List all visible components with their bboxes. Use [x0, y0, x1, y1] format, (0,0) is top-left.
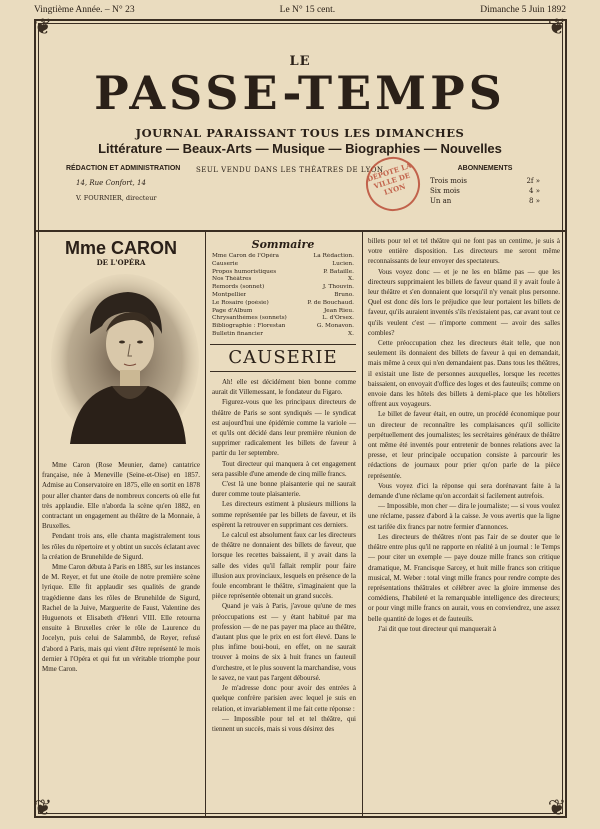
- corner-ornament-icon: ❦: [547, 796, 567, 821]
- masthead-divider: [34, 230, 567, 232]
- third-column: [368, 236, 560, 634]
- column-divider: [205, 232, 206, 818]
- causerie-title: CAUSERIE: [210, 344, 356, 372]
- masthead-top-line: [34, 5, 566, 17]
- causerie-paragraph: Tout directeur qui manquera à cet engagement sera passible d'une amende de cinq mille francs.: [212, 459, 356, 478]
- column-paragraph: Le billet de faveur était, en outre, un procédé économique pour un directeur de reconnaître les complaisances qu'il sollicite perpétuellement des journalistes; les secrétaires généraux de théâtre ont même été inventés pour entretenir de bonnes relations avec la presse, et leur principale occupation consiste à parcourir les rédactions de journaux pour prier qu'on parle de la pièce représentée.: [368, 410, 560, 480]
- subscription-label: Trois mois: [430, 177, 467, 185]
- column-paragraph: Vous voyez d'ici la réponse qui sera dorénavant faite à la demande d'une réclame qu'on accordait si facilement autrefois.: [368, 481, 560, 501]
- rubrics-line: Littérature — Beaux-Arts — Musique — Biographies — Nouvelles: [98, 141, 502, 156]
- subscription-price: 4 »: [529, 187, 540, 195]
- sommaire-row: Nos Théâtres X.: [212, 276, 354, 283]
- sommaire-row: Montpellier Bruno.: [212, 291, 354, 298]
- causerie-paragraph: Le calcul est absolument faux car les directeurs de théâtre ne donnaient des billets de faveur, que lorsque les recettes baissaient, il y avait dans la salle des vides qu'il fallait remplir pour faire illusion aux provinciaux, lesquels en présence de la foule encombrant le théâtre, s'imaginaient que la pièce représentée obtenait un grand succès.: [212, 531, 356, 601]
- column-paragraph: Vous voyez donc — et je ne les en blâme pas — que les directeurs supprimaient les billets de faveur quand il y avait foule à leur théâtre et s'en donnaient que lorsqu'il n'y venait plus personne. Quel est donc dès lors le préjudice que leur portaient les billets de faveur, qu'ils auraient inventés s'ils n'existaient pas, car avant tout ce qu'ils veulent c'est — n'importe comment — avoir des salles combles?: [368, 267, 560, 337]
- sommaire-row: Remords (sonnet) J. Thouvin.: [212, 284, 354, 291]
- portrait-name: Mme CARON: [64, 238, 177, 258]
- subscription-price: 2f »: [526, 177, 540, 185]
- bio-paragraph: Mme Caron débuta à Paris en 1885, sur les instances de M. Reyer, et fut une étoile de notre première scène lyrique. Elle fit applaudir ses qualités de grande tragédienne dans les rôles de Brunehilde de Sigurd, Rachel de la Juive, Marguerite de Faust, Valentine des Huguenots et Elisabeth d'Henri VIII. Elle retourna ensuite à Bruxelles créer le rôle de Laurence du Jocelyn, puis celui de Salammbô, de Reyer, refusé d'abord à Paris, mais qui vient d'être représenté le mois dernier à l'Opéra et qui fut un véritable triomphe pour Mme Caron.: [42, 563, 200, 674]
- sommaire-row: Bibliographie : Florestan G. Monavon.: [212, 323, 354, 330]
- newspaper-title: PASSE-TEMPS: [94, 66, 506, 120]
- bio-paragraph: Pendant trois ans, elle chanta magistralement tous les rôles du répertoire et y obtint un succès éclatant avec la création de Brunehilde de Sigurd.: [42, 532, 200, 561]
- subscription-label: Un an: [430, 197, 452, 205]
- causerie-paragraph: Je m'adresse donc pour avoir des entrées à quelque confrère parisien avec lequel je suis en relation, et invariablement il me fait cette réponse :: [212, 684, 356, 713]
- causerie-paragraph: Figurez-vous que les principaux directeurs de théâtre de Paris se sont syndiqués — le syndicat est aujourd'hui une épidémie comme la variole — et qu'ils ont décidé dans leur première réunion de supprimer radicalement les billets de faveur à partir du 1er septembre.: [212, 398, 356, 458]
- subscription-row: [430, 197, 540, 205]
- sommaire-row: Le Rosaire (poésie) P. de Bouchaud.: [212, 299, 354, 306]
- corner-ornament-icon: ❦: [547, 15, 567, 40]
- bio-paragraph: Mme Caron (Rose Meunier, dame) cantatrice française, née à Meneville (Seine-et-Oise) en 1857. Admise au Conservatoire en 1875, elle en sortit en 1878 pour aller chanter dans de nombreux concerts où elle fut très applaudie. Elle n'aborda la scène qu'en 1882, en contractant un engagement au théâtre de la Monnaie, à Bruxelles.: [42, 461, 200, 531]
- sold-notice: SEUL VENDU DANS LES THÉATRES DE LYON: [196, 166, 384, 174]
- subscriptions-block: [430, 165, 540, 207]
- address: 14, Rue Confort, 14: [76, 179, 146, 187]
- column-paragraph: — Impossible, mon cher — dira le journaliste; — si vous voulez une réclame, passez d'abord à la caisse. Je vous avertis que la ligne est tarifée dix francs par notre fermier d'annonces.: [368, 502, 560, 531]
- subscription-row: [430, 187, 540, 195]
- stamp-text: DÉPOTE LA VILLE DE LYON: [365, 160, 413, 197]
- corner-ornament-icon: ❦: [33, 15, 53, 40]
- causerie-paragraph: Ah! elle est décidément bien bonne comme aurait dit Villemessant, le fondateur du Figaro.: [212, 378, 356, 397]
- issue-year: Vingtième Année. – N° 23: [34, 5, 135, 15]
- redaction-heading: RÉDACTION ET ADMINISTRATION: [66, 165, 181, 172]
- causerie-paragraph: C'est là une bonne plaisanterie qui ne saurait durer comme toute plaisanterie.: [212, 480, 356, 499]
- column-paragraph: Les directeurs de théâtres n'ont pas l'air de se douter que le théâtre entre plus qu'il ne rapporte en réalité à un journal : le Temps — pour citer un exemple — paye douze mille francs son critique dramatique, M. Francisque Sarcey, et huit mille francs son critique musical, M. Weber : total vingt mille francs pour rendre compte des représentations théâtrales et célébrer avec la gloire immense des comédiens, l'habileté et la remarquable intelligence des directeurs; or pour vingt mille francs on aurait, vous en conviendrez, une assez belle quantité de loges et de fauteuils.: [368, 532, 560, 623]
- portrait-subtitle: DE L'OPÉRA: [96, 258, 146, 267]
- subscription-price: 8 »: [529, 197, 540, 205]
- issue-price: Le N° 15 cent.: [279, 5, 336, 15]
- title-article: LE: [289, 54, 311, 69]
- causerie-paragraph: Les directeurs estiment à plusieurs millions la somme représentée par les billets de faveur, et ils espèrent la retrouver en supprimant ces derniers.: [212, 500, 356, 529]
- sommaire-row: Page d'Album Jean Rieu.: [212, 307, 354, 314]
- issue-date: Dimanche 5 Juin 1892: [480, 5, 566, 15]
- sommaire-title: Sommaire: [251, 238, 315, 251]
- causerie-paragraph: — Impossible pour tel et tel théâtre, qui tiennent un succès, mais si vous désirez des: [212, 714, 356, 733]
- sommaire-list: [212, 253, 354, 339]
- portrait-engraving: [50, 272, 200, 444]
- administration-block: [66, 165, 196, 202]
- sommaire-row: Propos humoristiques P. Bataille.: [212, 268, 354, 275]
- column-divider: [362, 232, 363, 818]
- subscriptions-heading: ABONNEMENTS: [457, 165, 513, 172]
- sommaire-row: Causerie Lucien.: [212, 260, 354, 267]
- biography-column: [42, 460, 200, 674]
- subscription-label: Six mois: [430, 187, 460, 195]
- causerie-column: [212, 377, 356, 734]
- newspaper-subtitle: JOURNAL PARAISSANT TOUS LES DIMANCHES: [135, 126, 465, 140]
- sommaire-row: Bulletin financier X.: [212, 330, 354, 337]
- sommaire-row: Chrysanthèmes (sonnets) L. d'Orsex.: [212, 315, 354, 322]
- column-paragraph: Cette préoccupation chez les directeurs était telle, que non seulement ils donnaient des billets de faveur à qui en demandait, mais même à ceux qui n'en demandaient pas. Dans tous les théâtres, il existait une liste de personnes auxquelles, lorsque les recettes baissaient, on envoyait d'office des loges et des fauteuils; comme on envoie dans les hôtels des billets à demi-place que les hôteliers offrent aux voyageurs.: [368, 339, 560, 409]
- column-paragraph: billets pour tel et tel théâtre qui ne font pas un centime, je suis à votre entière disposition. Les directeurs me seront même reconnaissants de leur envoyer des spectateurs.: [368, 237, 560, 266]
- director: V. FOURNIER, directeur: [76, 194, 157, 202]
- corner-ornament-icon: ❦: [33, 796, 53, 821]
- causerie-paragraph: Quand je vais à Paris, j'avoue qu'une de mes préoccupations est — y étant habitué par ma profession — de ne pas payer ma place au théâtre, d'autant plus que le prix en est fort élevé. Dans le plus infime boui-boui, en effet, on ne saurait trouver à moins de six à huit francs un fauteuil d'orchestre, et le plus souvent la marchandise, vous le savez, ne vaut pas l'argent déboursé.: [212, 602, 356, 682]
- subscription-row: [430, 177, 540, 185]
- sommaire-row: Mme Caron de l'Opéra La Rédaction.: [212, 253, 354, 259]
- column-paragraph: J'ai dit que tout directeur qui manquerait à: [378, 624, 497, 633]
